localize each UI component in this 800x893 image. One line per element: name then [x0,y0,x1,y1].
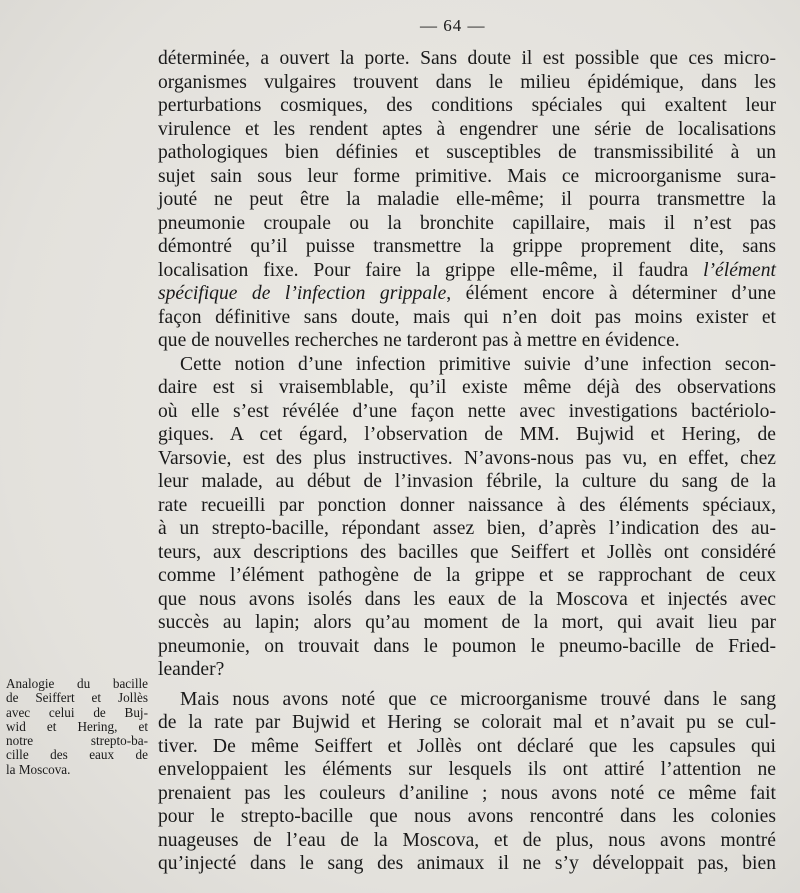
text-line: leander? [158,659,225,680]
text-line: de la rate par Bujwid et Hering se colorait mal et n’avait pu se cul- [158,712,776,733]
text-line: déterminée, a ouvert la porte. Sans doute il est possible que ces micro- [158,48,776,69]
text-line: tiver. De même Seiffert et Jollès ont déclaré que les capsules qui [158,735,776,757]
margin-note [6,677,148,777]
text-line: prenaient pas les couleurs d’aniline ; nous avons noté ce même fait [158,782,776,804]
text-line: jouté ne peut être la maladie elle-même; il pourra transmettre la [158,189,776,210]
margin-note-line: notre strepto-ba- [6,733,148,749]
text-line [158,282,776,306]
text-line: où elle s’est révélée d’une façon nette avec investigations bactériolo- [158,400,776,422]
italic-text: l’élément [703,259,776,281]
text-line: perturbations cosmiques, des conditions spéciales qui exaltent leur [158,95,776,116]
text-line: sujet sain sous leur forme primitive. Mais ce microorganisme sura- [158,165,776,187]
text-line: organismes vulgaires trouvent dans le milieu épidémique, dans les [158,71,776,93]
text-line: Cette notion d’une infection primitive suivie d’une infection secon- [180,353,776,375]
paragraph-1 [158,47,776,353]
text-line: qu’injecté dans le sang des animaux il ne s’y développait pas, bien [158,853,776,874]
text-line: pneumonie, on trouvait dans le poumon le pneumo-bacille de Fried- [158,635,776,657]
paragraph-3 [158,688,776,876]
text-line: façon définitive sans doute, mais qui n’en doit pas moins exister et [158,306,776,328]
text-line: teurs, aux descriptions des bacilles que Seiffert et Jollès ont considéré [158,541,776,563]
paragraph-2 [158,353,776,682]
text-line: pneumonie croupale ou la bronchite capillaire, mais il n’est pas [158,212,776,234]
text-line: daire est si vraisemblable, qu’il existe même déjà des observations [158,377,776,398]
margin-note-line: Analogie du bacille [6,676,148,691]
body-text [158,47,776,876]
margin-note-line: de Seiffert et Jollès [6,690,148,706]
text-line: démontré qu’il puisse transmettre la grippe proprement dite, sans [158,236,776,257]
text-line: Varsovie, est des plus instructives. N’avons-nous pas vu, en effet, chez [158,447,776,469]
text-line: comme l’élément pathogène de la grippe et se rapprochant de ceux [158,565,776,586]
italic-text: spécifique de l’infection grippale [158,283,447,304]
text-line: giques. A cet égard, l’observation de MM. Bujwid et Hering, de [158,424,776,445]
text-line: enveloppaient les éléments sur lesquels ils ont attiré l’attention ne [158,759,776,780]
text-line: rate recueilli par ponction donner naissance à des éléments spéciaux, [158,494,776,516]
text-line: pour le strepto-bacille que nous avons rencontré dans les colonies [158,806,776,827]
margin-note-line: cille des eaux de [6,747,148,763]
text-line: que nous avons isolés dans les eaux de la Moscova et injectés avec [158,588,776,610]
text-line: virulence et les rendent aptes à engendrer une série de localisations [158,118,776,140]
text-run: , élément encore à déterminer d’une [446,283,776,304]
margin-note-line: avec celui de Buj- [6,704,148,720]
text-line [158,259,776,283]
text-line: nuageuses de l’eau de la Moscova, et de plus, nous avons montré [158,829,776,851]
margin-note-line: wid et Hering, et [6,718,148,734]
text-line: pathologiques bien définies et susceptibles de transmissibilité à un [158,142,776,163]
margin-note-line: la Moscova. [6,761,71,777]
text-line: que de nouvelles recherches ne tarderont pas à mettre en évidence. [158,330,680,351]
text-line: à un strepto-bacille, répondant assez bien, d’après l’indication des au- [158,518,776,539]
page-number: — 64 — [420,16,486,35]
text-line: leur malade, au début de l’invasion fébrile, la culture du sang de la [158,471,776,492]
text-run: localisation fixe. Pour faire la grippe elle-même, il faudra [158,259,689,281]
text-line: succès au lapin; alors qu’au moment de la mort, qui avait lieu par [158,612,776,633]
text-line: Mais nous avons noté que ce microorganisme trouvé dans le sang [180,688,776,710]
